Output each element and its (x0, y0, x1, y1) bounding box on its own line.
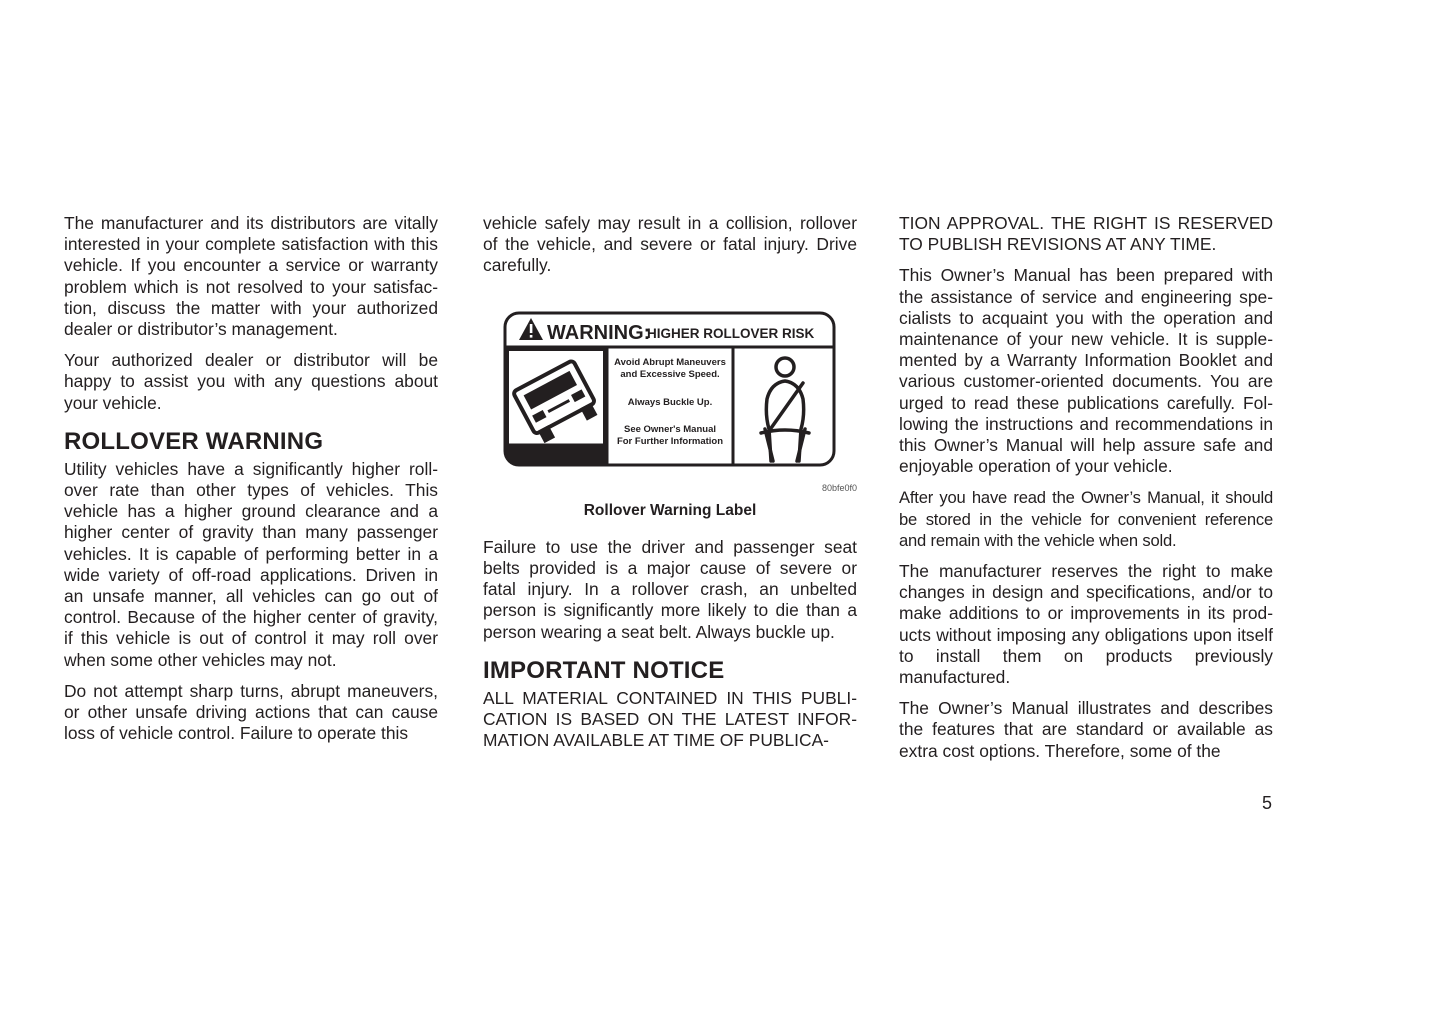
rollover-warning-heading: ROLLOVER WARNING (64, 427, 324, 455)
important-notice-heading: IMPORTANT NOTICE (483, 656, 725, 684)
manual-storage-paragraph: After you have read the Owner’s Manual, it should be stored in the vehicle for convenient reference and remain with the vehicle when sold. (899, 488, 1273, 550)
seatbelt-paragraph: Failure to use the driver and passenger seat belts provided is a major cause of severe or fatal injury. In a rollover crash, an unbelted person is significantly more likely to die than a person wearing a seat belt. Always buckle up. (483, 536, 857, 642)
drive-carefully-paragraph: vehicle safely may result in a collision, rollover of the vehicle, and severe or fatal injury. Drive carefully. (483, 213, 857, 276)
features-paragraph: The Owner’s Manual illustrates and describes the features that are standard or available as extra cost options. Therefore, some of the (899, 698, 1273, 761)
figure-code: 80bfe0f0 (821, 482, 857, 493)
rollover-paragraph: Utility vehicles have a significantly higher rollover rate than other types of vehicles. This vehicle has a higher ground clearance and a higher center of gravity than many passenger vehicles. It is capable of performing better in a wide variety of off-road applications. Driven in an unsafe manner, all vehicles can go out of control. Because of the higher center of gravity, if this vehicle is out of control it may roll over when some other vehicles may not. (64, 458, 438, 670)
design-changes-paragraph: The manufacturer reserves the right to make changes in design and specifications, and/or to make additions to or improvements in its products without imposing any obligations upon itself to install them on products previously manufactured. (899, 561, 1273, 688)
rollover-warning-label (503, 311, 836, 467)
unsafe-driving-paragraph: Do not attempt sharp turns, abrupt maneuvers, or other unsafe driving actions that can cause loss of vehicle control. Failure to operate this (64, 680, 438, 744)
column-left (64, 213, 438, 754)
rollover-vehicle-icon (505, 347, 607, 465)
warning-word: WARNING: (547, 321, 651, 344)
label-line-5: For Further Information (616, 435, 724, 447)
dealer-paragraph: Your authorized dealer or distributor will be happy to assist you with any questions about your vehicle. (64, 350, 438, 413)
rollover-warning-label-figure (503, 311, 836, 467)
column-middle (483, 213, 857, 761)
label-line-2: and Excessive Speed. (620, 368, 720, 380)
label-line-1: Avoid Abrupt Maneuvers (614, 356, 726, 368)
intro-paragraph: The manufacturer and its distributors are vitally interested in your complete satisfaction with this vehicle. If you encounter a service or warranty problem which is not resolved to your satisfaction, discuss the matter with your authorized dealer or distributor’s management. (64, 213, 438, 340)
label-line-4: See Owner's Manual (623, 423, 717, 435)
figure-caption: Rollover Warning Label (583, 501, 757, 519)
page-number: 5 (1262, 793, 1273, 813)
manual-prepared-paragraph: This Owner’s Manual has been prepared with the assistance of service and engineering specialists to acquaint you with the operation and maintenance of your new vehicle. It is supplemented by a Warranty Information Booklet and various customer-oriented documents. You are urged to read these publications carefully. Following the instructions and recommendations in this Owner’s Manual will help assure safe and enjoyable operation of your vehicle. (899, 265, 1273, 477)
label-line-3: Always Buckle Up. (627, 396, 713, 408)
column-right (899, 213, 1273, 772)
notice-paragraph: ALL MATERIAL CONTAINED IN THIS PUBLICATION IS BASED ON THE LATEST INFORMATION AVAILABLE AT TIME OF PUBLICA- (483, 687, 857, 751)
notice-continued-paragraph: TION APPROVAL. THE RIGHT IS RESERVED TO PUBLISH REVISIONS AT ANY TIME. (899, 213, 1273, 255)
warning-subtitle: HIGHER ROLLOVER RISK (647, 325, 815, 341)
